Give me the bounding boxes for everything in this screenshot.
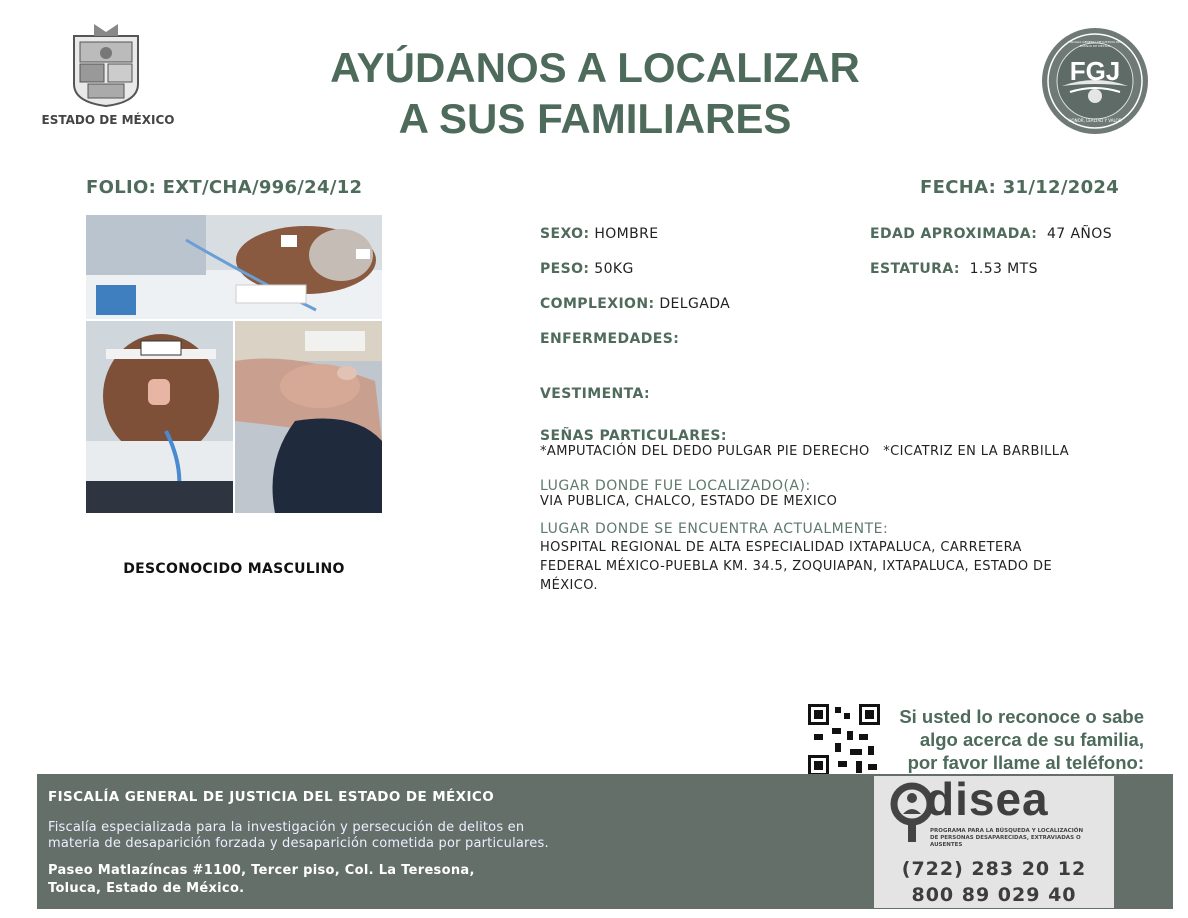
senas-label: SEÑAS PARTICULARES: [540,428,727,444]
page-title [250,42,940,144]
qr-code-icon [808,704,880,776]
senas-value: *AMPUTACIÓN DEL DEDO PULGAR PIE DERECHO *CICATRIZ EN LA BARBILLA [540,444,1069,459]
person-name: DESCONOCIDO MASCULINO [123,561,345,577]
footer-desc-line-1: Fiscalía especializada para la investigación y persecución de delitos en [48,820,525,835]
field-estatura [870,261,1038,277]
odisea-subtitle [930,828,1100,849]
call-line-1: Si usted lo reconoce o sabe [899,706,1144,727]
call-line-3: por favor llame al teléfono: [907,752,1144,773]
peso-label: PESO: [540,261,590,277]
photo-foot [235,321,382,513]
edomex-label: ESTADO DE MÉXICO [41,113,175,127]
coat-of-arms-icon [66,22,146,108]
lugar-actual-line-1: HOSPITAL REGIONAL DE ALTA ESPECIALIDAD IXTAPALUCA, CARRETERA [540,540,1022,555]
photo-face-top [86,215,382,319]
footer-addr-line-1: Paseo Matlazíncas #1100, Tercer piso, Col. La Teresona, [48,863,475,878]
field-complexion [540,296,730,312]
lugar-actual-line-2: FEDERAL MÉXICO-PUEBLA KM. 34.5, ZOQUIAPAN, IXTAPALUCA, ESTADO DE [540,559,1053,574]
odisea-logo-text: disea [926,773,1049,825]
edomex-logo [66,22,146,108]
odisea-subtitle-2: DE PERSONAS DESAPARECIDAS, EXTRAVIADAS O [930,835,1081,841]
edad-value: 47 AÑOS [1046,226,1113,242]
complexion-value: DELGADA [659,296,731,312]
complexion-label: COMPLEXION: [540,296,655,312]
fgj-ring-text: FISCALÍA GENERAL DE JUSTICIA DEL ESTADO DE MÉXICO [1068,40,1122,48]
lugar-localizado-value: VIA PUBLICA, CHALCO, ESTADO DE MEXICO [540,494,838,509]
lugar-localizado-label: LUGAR DONDE FUE LOCALIZADO(A): [540,478,811,494]
fgj-logo-text: FGJ [1069,56,1121,86]
footer-addr-line-2: Toluca, Estado de México. [48,881,245,896]
field-edad [870,226,1112,242]
photo-face-bottom [86,321,233,513]
edad-label: EDAD APROXIMADA: [870,226,1038,242]
call-to-action [884,705,1144,774]
footer-description [48,820,648,852]
phone-2[interactable]: 800 89 029 40 [911,884,1077,906]
vestimenta-label: VESTIMENTA: [540,386,651,402]
odisea-subtitle-1: PROGRAMA PARA LA BÚSQUEDA Y LOCALIZACIÓN [930,828,1084,834]
title-line-2: A SUS FAMILIARES [398,95,792,142]
footer-desc-line-2: materia de desaparición forzada y desaparición cometida por particulares. [48,836,549,851]
field-sexo [540,226,659,242]
footer-title: FISCALÍA GENERAL DE JUSTICIA DEL ESTADO DE MÉXICO [48,789,495,805]
title-line-1: AYÚDANOS A LOCALIZAR [330,44,860,91]
peso-value: 50KG [594,261,634,277]
lugar-actual-line-3: MÉXICO. [540,578,598,593]
fecha: FECHA: 31/12/2024 [920,177,1120,198]
odisea-logo [890,773,1100,850]
sexo-label: SEXO: [540,226,590,242]
estatura-value: 1.53 MTS [969,261,1038,277]
call-line-2: algo acerca de su familia, [919,729,1144,750]
field-peso [540,261,634,277]
lugar-actual-value [540,538,1090,595]
lugar-actual-label: LUGAR DONDE SE ENCUENTRA ACTUALMENTE: [540,521,889,537]
fgj-motto: HONOR, LEALTAD Y VALOR [1068,118,1122,123]
phone-1[interactable]: (722) 283 20 12 [901,858,1087,880]
estatura-label: ESTATURA: [870,261,960,277]
odisea-subtitle-3: AUSENTES [930,842,963,848]
sexo-value: HOMBRE [594,226,659,242]
enfermedades-label: ENFERMEDADES: [540,331,680,347]
footer-address [48,862,568,898]
qr-code[interactable] [808,704,880,776]
folio: FOLIO: EXT/CHA/996/24/12 [86,177,363,198]
fgj-logo [1040,26,1150,136]
